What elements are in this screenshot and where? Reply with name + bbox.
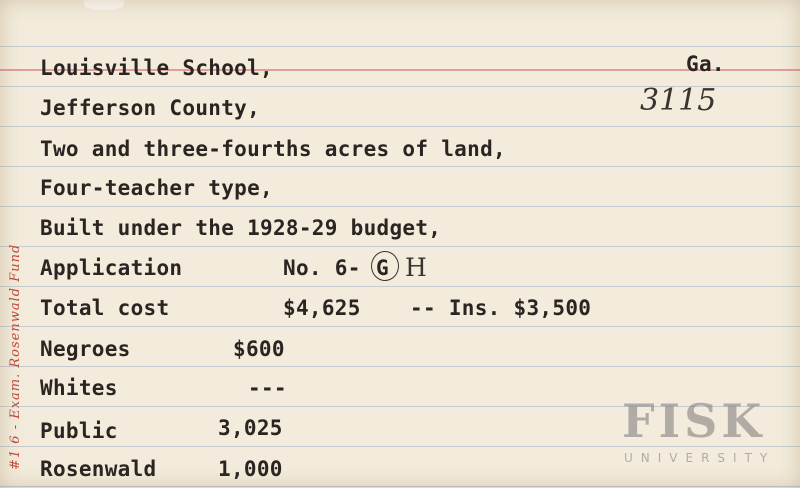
fisk-watermark: FISK (622, 394, 766, 448)
rosenwald-value: 1,000 (218, 457, 283, 481)
application-label: Application (40, 256, 183, 280)
whites-label: Whites (40, 376, 118, 400)
handwritten-suffix: H (405, 253, 427, 282)
margin-annotation (4, 145, 32, 475)
total-cost-label: Total cost (40, 296, 170, 320)
state-abbrev: Ga. (686, 52, 725, 76)
county-line: Jefferson County, (40, 96, 261, 120)
public-label: Public (40, 419, 118, 443)
handwritten-circle (371, 251, 399, 281)
budget-line: Built under the 1928-29 budget, (40, 216, 442, 240)
whites-value: --- (248, 376, 287, 400)
rosenwald-label: Rosenwald (40, 457, 157, 481)
negroes-value: $600 (233, 337, 285, 361)
handwritten-number: 3115 (640, 83, 717, 118)
land-line: Two and three-fourths acres of land, (40, 137, 506, 161)
fisk-watermark-subtitle: UNIVERSITY (624, 451, 776, 465)
application-number: No. 6- (283, 256, 361, 280)
total-cost-value: $4,625 (283, 296, 361, 320)
public-value: 3,025 (218, 416, 283, 440)
torn-corner (84, 0, 124, 10)
negroes-label: Negroes (40, 337, 131, 361)
school-name: Louisville School, (40, 56, 273, 80)
application-code: G (376, 256, 389, 280)
insurance-value: -- Ins. $3,500 (410, 296, 592, 320)
type-line: Four-teacher type, (40, 176, 273, 200)
margin-annotation-text: #1 6 - Exam. Rosenwald Fund (8, 243, 23, 470)
